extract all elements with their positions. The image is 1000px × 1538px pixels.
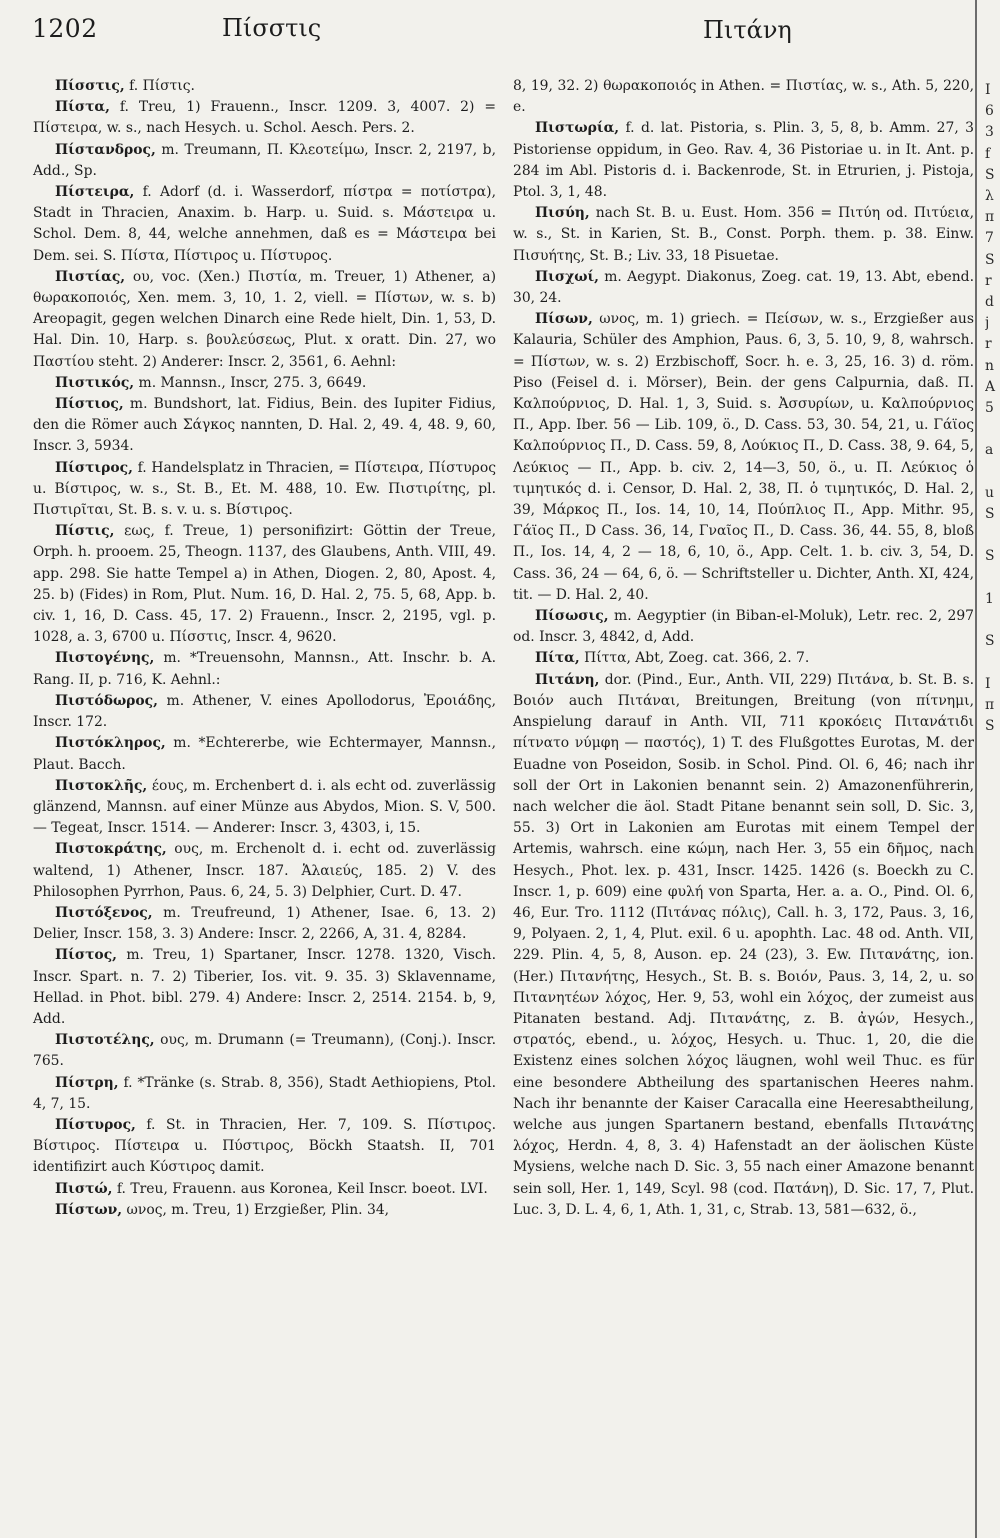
entry-definition: m. Treu, 1) Spartaner, Inscr. 1278. 1320, Visch. Inscr. Spart. n. 7. 2) Tiberier, Ios. vit. 9. 35. 3) Sklavenname, Hellad. in Phot. bibl. 279. 4) Andere: Inscr. 2, 2514. 2154. b, 9, Add. xyxy=(33,947,496,1027)
entry-lemma: Πίσωσις, xyxy=(535,608,609,625)
entry-definition: m. Aegypt. Diakonus, Zoeg. cat. 19, 13. Abt, ebend. 30, 24. xyxy=(513,268,974,307)
entry-lemma: Πίστων, xyxy=(55,1201,123,1218)
entry-definition: f. Handelsplatz in Thracien, = Πίστειρα, Πίστυρος u. Βίστιρος, w. s., St. B., Et. M. 488, 10. Ew. Πιστιρίτης, pl. Πιστιρῖται, St. B. s. v. u. s. Βίστιρος. xyxy=(33,459,496,519)
left-column xyxy=(33,76,496,1221)
dictionary-entry xyxy=(33,267,496,373)
dictionary-entry xyxy=(513,648,974,669)
dictionary-entry xyxy=(513,203,974,267)
entry-definition: f. Treu, 1) Frauenn., Inscr. 1209. 3, 4007. 2) = Πίστειρα, w. s., nach Hesych. u. Schol. Aesch. Pers. 2. xyxy=(33,99,496,137)
entry-lemma: Πίστανδρος, xyxy=(55,141,156,158)
entry-definition: ωνος, m. 1) griech. = Πείσων, w. s., Erzgießer aus Kalauria, Schüler des Amphion, Paus. 6, 3, 5. 10, 9, 8, wahrsch. = Πίστων, w. s. 2) Erzbischoff, Socr. h. e. 3, 25, 16. 3) d. röm. Piso (Feisel d. i. Mörser), Bein. der gens Calpurnia, daß. Π. Καλπούρνιος, D. Hal. 1, 3, Suid. s. Ἀσσυρίων, u. Καλπούρνιος Π., App. Iber. 56 — Lib. 109, ö., D. Cass. 53, 30. 54, 21, u. Γάϊος Καλπούρνιος Π., D. Cass. 59, 8, Λούκιος Π., D. Cass. 38, 9. 64, 5, Λεύκιος — Π., App. b. civ. 2, 14—3, 50, ö., u. Π. Λεύκιος ὁ τιμητικός d. i. Censor, D. Hal. 2, 38, Π. ὁ τιμητικός, D. Hal. 2, 39, Μάρκος Π., Ios. 14, 10, 14, Πούπλιος Π., App. Mithr. 95, Γάϊος Π., D Cass. 36, 14, Γναῖος Π., D. Cass. 36, 44. 55, 8, bloß Π., Ios. 14, 4, 2 — 18, 6, 10, ö., App. Celt. 1. b. civ. 3, 54, D. Cass. 36, 24 — 64, 6, ö. — Schriftsteller u. Dichter, Anth. XI, 424, tit. — D. Hal. 2, 40. xyxy=(513,311,974,603)
running-head-left: Πίσστις xyxy=(222,14,322,42)
entry-lemma: Πίστος, xyxy=(55,947,117,964)
entry-definition: m. *Treuensohn, Mannsn., Att. Inschr. b. A. Rang. II, p. 716, K. Aehnl.: xyxy=(33,650,496,688)
entry-lemma: Πιστοκλῆς, xyxy=(55,777,148,794)
dictionary-entry xyxy=(33,521,496,648)
dictionary-entry xyxy=(33,648,496,690)
entry-definition: m. Treufreund, 1) Athener, Isae. 6, 13. 2) Delier, Inscr. 158, 3. 3) Andere: Inscr. 2, 2266, A, 31. 4, 8284. xyxy=(33,904,496,943)
page-gutter-divider xyxy=(975,0,977,1538)
entry-lemma: Πίστα, xyxy=(55,99,110,116)
running-head-right: Πιτάνη xyxy=(703,16,792,44)
entry-lemma: Πιστοκράτης, xyxy=(55,841,167,858)
entry-lemma: Πίτα, xyxy=(535,650,580,667)
entry-lemma: Πίσστις, xyxy=(55,78,125,94)
dictionary-entry xyxy=(33,394,496,458)
dictionary-entry xyxy=(33,373,496,394)
entry-definition: f. *Tränke (s. Strab. 8, 356), Stadt Aethiopiens, Ptol. 4, 7, 15. xyxy=(33,1074,496,1112)
dictionary-entry xyxy=(33,97,496,139)
entry-definition: f. Πίστις. xyxy=(124,78,195,94)
dictionary-entry xyxy=(33,945,496,1030)
page-number: 1202 xyxy=(32,14,98,43)
entry-definition: ου, voc. (Xen.) Πιστία, m. Treuer, 1) Athener, a) θωρακοποιός, Xen. mem. 3, 10, 1. 2, viell. = Πίστων, w. s. b) Areopagit, gegen welchen Dinarch eine Rede hielt, Din. 1, 53, D. Hal. Din. 10, Harp. s. βουλεύσεως, Plut. x oratt. Din. 27, wo Παστίου steht. 2) Anderer: Inscr. 2, 3561, 6. Aehnl: xyxy=(33,268,496,370)
entry-lemma: Πίστιος, xyxy=(55,396,124,413)
entry-definition: ους, m. Erchenolt d. i. echt od. zuverlässig waltend, 1) Athener, Inscr. 187. Ἁλαιεύς, 185. 2) V. des Philosophen Pyrrhon, Paus. 6, 24, 5. 3) Delphier, Curt. D. 47. xyxy=(33,841,496,900)
dictionary-entry xyxy=(33,776,496,840)
entry-lemma: Πίσων, xyxy=(535,311,593,328)
entry-lemma: Πίστρη, xyxy=(55,1074,119,1091)
entry-definition: m. Aegyptier (in Biban-el-Moluk), Letr. rec. 2, 297 od. Inscr. 3, 4842, d, Add. xyxy=(513,608,974,646)
entry-definition: f. d. lat. Pistoria, s. Plin. 3, 5, 8, b. Amm. 27, 3 Pistoriense oppidum, in Geo. Rav. 4, 36 Pistoriae u. in It. Ant. p. 284 im Abl. Pistoris d. i. Backenrode, St. in Etrurien, j. Pistoja, Ptol. 3, 1, 48. xyxy=(513,120,974,201)
entry-definition: ους, m. Drumann (= Treumann), (Conj.). Inscr. 765. xyxy=(33,1032,496,1070)
dictionary-entry xyxy=(33,839,496,903)
right-column xyxy=(513,76,974,1221)
entry-definition: m. *Echtererbe, wie Echtermayer, Mannsn., Plaut. Bacch. xyxy=(33,735,496,773)
entry-definition: m. Athener, V. eines Apollodorus, Ἐροιάδης, Inscr. 172. xyxy=(33,692,496,731)
entry-lemma: Πισύη, xyxy=(535,205,590,222)
dictionary-entry xyxy=(33,182,496,267)
entry-definition: έους, m. Erchenbert d. i. als echt od. zuverlässig glänzend, Mannsn. auf einer Münze aus Abydos, Mion. S. V, 500. — Tegeat, Inscr. 1514. — Anderer: Inscr. 3, 4303, i, 15. xyxy=(33,777,496,837)
dictionary-entry xyxy=(513,670,974,1221)
entry-definition: f. Treu, Frauenn. aus Koronea, Keil Inscr. boeot. LVI. xyxy=(112,1180,488,1197)
entry-lemma: Πιστικός, xyxy=(55,374,135,391)
dictionary-entry xyxy=(33,1179,496,1200)
entry-lemma: Πιστόκληρος, xyxy=(55,735,166,752)
entry-definition: nach St. B. u. Eust. Hom. 356 = Πιτύη od. Πιτύεια, w. s., St. in Karien, St. B., Const. Porph. them. p. 38. Einw. Πισυήτης, St. B.; Liv. 33, 18 Pisuetae. xyxy=(513,205,974,264)
dictionary-entry xyxy=(33,733,496,775)
dictionary-entry xyxy=(33,458,496,522)
dictionary-entry xyxy=(33,1200,496,1221)
entry-definition: m. Treumann, Π. Κλεοτείμω, Inscr. 2, 2197, b, Add., Sp. xyxy=(33,141,496,179)
entry-definition: 8, 19, 32. 2) θωρακοποιός in Athen. = Πιστίας, w. s., Ath. 5, 220, e. xyxy=(513,78,974,116)
entry-lemma: Πίστειρα, xyxy=(55,184,135,201)
entry-lemma: Πίστιρος, xyxy=(55,459,133,476)
dictionary-entry xyxy=(33,1115,496,1179)
entry-definition: εως, f. Treue, 1) personifizirt: Göttin der Treue, Orph. h. prooem. 25, Theogn. 1137, des Glaubens, Anth. VIII, 49. app. 298. Sie hatte Tempel a) in Athen, Diogen. 2, 80, Apost. 4, 25. b) (Fides) in Rom, Plut. Num. 16, D. Hal. 2, 75. 5, 68, App. b. civ. 1, 16, D. Cass. 45, 17. 2) Frauenn., Inscr. 2, 2195, vgl. p. 1028, a. 3, 6700 u. Πίσστις, Inscr. 4, 9620. xyxy=(33,523,496,646)
entry-definition: f. Adorf (d. i. Wasserdorf, πίστρα = ποτίστρα), Stadt in Thracien, Anaxim. b. Harp. u. Suid. s. Μάστειρα u. Schol. Dem. 8, 44, welche annehmen, daß es = Μάστειρα bei Dem. sei. S. Πίστα, Πίστιρος u. Πίστυρος. xyxy=(33,184,496,264)
dictionary-entry xyxy=(513,267,974,309)
entry-lemma: Πιστόδωρος, xyxy=(55,692,158,709)
entry-lemma: Πίστις, xyxy=(55,523,115,540)
entry-lemma: Πιστωρία, xyxy=(535,120,620,137)
dictionary-entry xyxy=(513,76,974,118)
dictionary-entry xyxy=(33,903,496,945)
entry-lemma: Πιστοτέλης, xyxy=(55,1032,155,1049)
next-page-edge: I 6 3 f S λ π 7 S r d j r n A 5 a u S S 1 S I π S xyxy=(985,82,996,735)
entry-lemma: Πιστώ, xyxy=(55,1180,113,1197)
entry-definition: dor. (Pind., Eur., Anth. VII, 229) Πιτάνα, b. St. B. s. Βοιόν auch Πιτάναι, Breitungen, Breitung (von πίτνημι, Anspielung darauf in Anth. VII, 711 κροκόεις Πιτανάτιδι πίτνατο νύμφη — παστός), 1) T. des Flußgottes Eurotas, M. der Euadne von Poseidon, Sosib. in Schol. Pind. Ol. 6, 46; nach ihr soll der Ort in Lakonien benannt sein. 2) Amazonenführerin, nach welcher die äol. Stadt Pitane benannt sein soll, D. Sic. 3, 55. 3) Ort in Lakonien am Eurotas mit einem Tempel der Artemis, wahrsch. eine κώμη, nach Her. 3, 55 ein δῆμος, nach Hesych., Phot. lex. p. 431, Inscr. 1425. 1426 (s. Boeckh zu C. Inscr. 1, p. 609) eine φυλή von Sparta, Her. a. a. O., Pind. Ol. 6, 46, Eur. Tro. 1112 (Πιτάνας πόλις), Call. h. 3, 172, Paus. 3, 16, 9, Polyaen. 2, 1, 4, Plut. exil. 6 u. apophth. Lac. 48 od. Anth. VII, 229. Plin. 4, 5, 8, Auson. ep. 24 (23), 3. Ew. Πιτανάτης, ion. (Her.) Πιτανήτης, Hesych., St. B. s. Βοιόν, Paus. 3, 14, 2, u. so Πιτανητέων λόχος, Her. 9, 53, wohl ein λόχος, der zumeist aus Pitanaten bestand. Adj. Πιτανάτης, z. B. ἀγών, Hesych., στρατός, ebend., u. λόχος, Hesych. u. Thuc. 1, 20, die die Existenz eines solchen λόχος läugnen, wohl weil Thuc. es für eine besondere Abtheilung des spartanischen Heeres nahm. Nach ihr benannte der Kaiser Caracalla eine Heeresabtheilung, welche aus jungen Spartanern bestand, ebenfalls Πιτανάτης λόχος, Herdn. 4, 8, 3. 4) Hafenstadt an der äolischen Küste Mysiens, welche nach D. Sic. 3, 55 nach einer Amazone benannt sein soll, Her. 1, 149, Scyl. 98 (cod. Πατάνη), D. Sic. 17, 7, Plut. Luc. 3, D. L. 4, 6, 1, Ath. 1, 31, c, Strab. 13, 581—632, ö., xyxy=(513,671,974,1218)
dictionary-entry xyxy=(33,691,496,733)
dictionary-entry xyxy=(513,606,974,648)
dictionary-entry xyxy=(33,1073,496,1115)
entry-definition: m. Mannsn., Inscr, 275. 3, 6649. xyxy=(134,374,367,391)
entry-definition: f. St. in Thracien, Her. 7, 109. S. Πίστιρος. Βίστιρος. Πίστειρα u. Πύστιρος, Böckh Staatsh. II, 701 identifizirt auch Κύστιρος damit. xyxy=(33,1116,496,1176)
entry-lemma: Πιστίας, xyxy=(55,268,126,285)
dictionary-entry xyxy=(513,118,974,203)
dictionary-entry xyxy=(33,140,496,182)
entry-lemma: Πιστόξενος, xyxy=(55,904,153,921)
entry-definition: ωνος, m. Treu, 1) Erzgießer, Plin. 34, xyxy=(122,1201,390,1218)
entry-lemma: Πισχωί, xyxy=(535,268,599,285)
dictionary-entry xyxy=(513,309,974,606)
entry-lemma: Πιτάνη, xyxy=(535,671,600,688)
dictionary-entry xyxy=(33,76,496,97)
dictionary-entry xyxy=(33,1030,496,1072)
entry-definition: m. Bundshort, lat. Fidius, Bein. des Iupiter Fidius, den die Römer auch Σάγκος nannten, D. Hal. 2, 49. 4, 48. 9, 60, Inscr. 3, 5934. xyxy=(33,396,496,455)
entry-definition: Πίττα, Abt, Zoeg. cat. 366, 2. 7. xyxy=(579,650,810,667)
entry-lemma: Πιστογένης, xyxy=(55,650,155,667)
entry-lemma: Πίστυρος, xyxy=(55,1116,136,1133)
